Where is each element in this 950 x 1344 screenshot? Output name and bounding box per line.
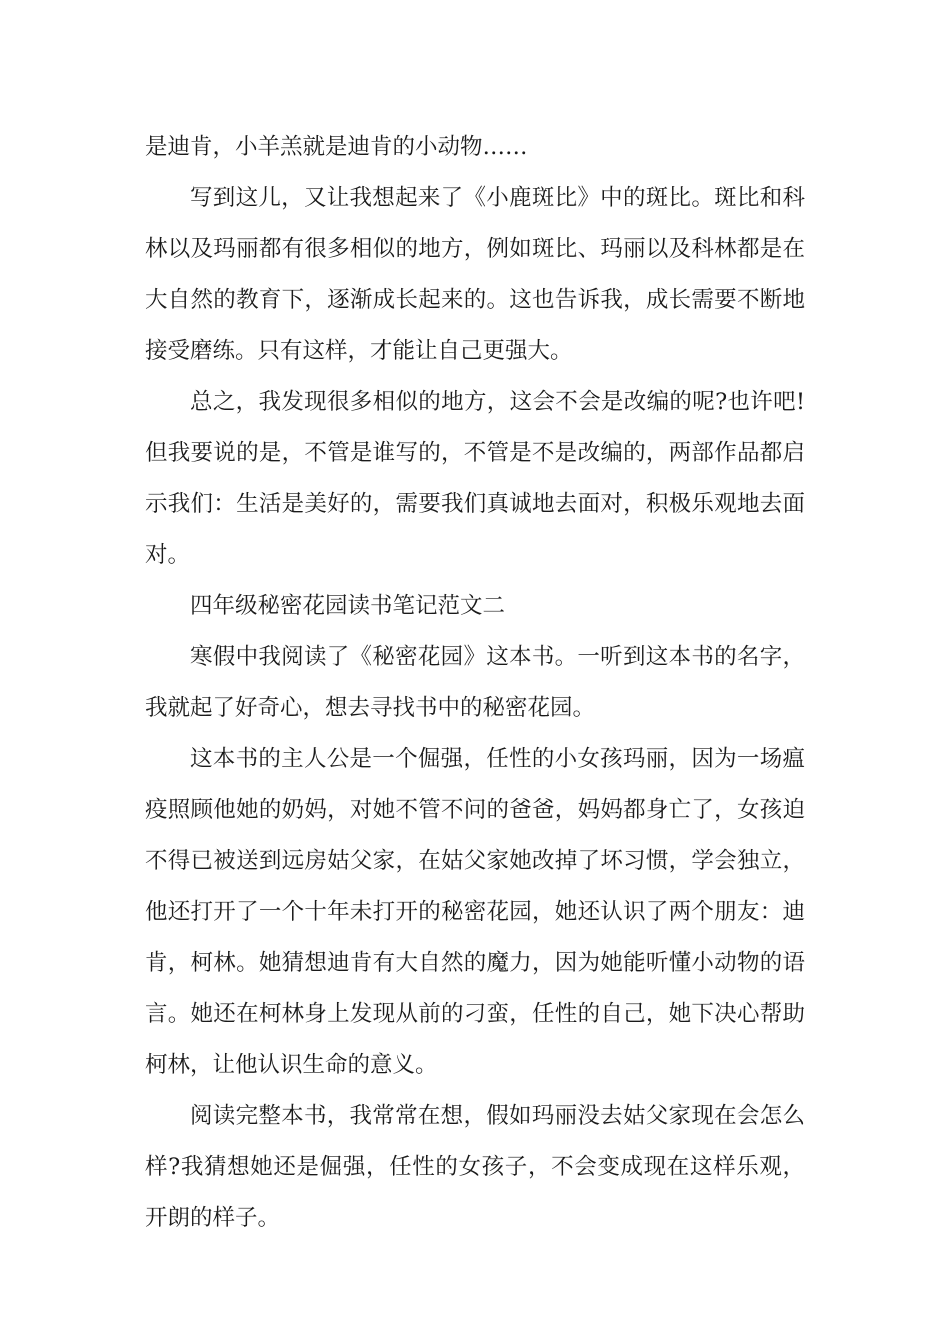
paragraph: 写到这儿，又让我想起来了《小鹿斑比》中的斑比。斑比和科林以及玛丽都有很多相似的地方，例如斑比、玛丽以及科林都是在大自然的教育下，逐渐成长起来的。这也告诉我，成长需要不断地接受磨练。只有这样，才能让自己更强大。 (145, 185, 805, 364)
paragraph: 总之，我发现很多相似的地方，这会不会是改编的呢?也许吧!但我要说的是，不管是谁写的，不管是不是改编的，两部作品都启示我们：生活是美好的，需要我们真诚地去面对，积极乐观地去面对。 (145, 389, 805, 568)
paragraph: 阅读完整本书，我常常在想，假如玛丽没去姑父家现在会怎么样?我猜想她还是倔强，任性的女孩子，不会变成现在这样乐观，开朗的样子。 (145, 1103, 805, 1231)
paragraph: 是迪肯，小羊羔就是迪肯的小动物…… (145, 134, 528, 160)
paragraph: 这本书的主人公是一个倔强，任性的小女孩玛丽，因为一场瘟疫照顾他她的奶妈，对她不管不问的爸爸，妈妈都身亡了，女孩迫不得已被送到远房姑父家，在姑父家她改掉了坏习惯，学会独立，他还打开了一个十年未打开的秘密花园，她还认识了两个朋友：迪肯，柯林。她猜想迪肯有大自然的魔力，因为她能听懂小动物的语言。她还在柯林身上发现从前的刁蛮，任性的自己，她下决心帮助柯林，让他认识生命的意义。 (145, 746, 805, 1078)
body-text (145, 122, 805, 1244)
paragraph: 寒假中我阅读了《秘密花园》这本书。一听到这本书的名字，我就起了好奇心，想去寻找书中的秘密花园。 (145, 644, 805, 721)
section-heading: 四年级秘密花园读书笔记范文二 (190, 593, 506, 619)
